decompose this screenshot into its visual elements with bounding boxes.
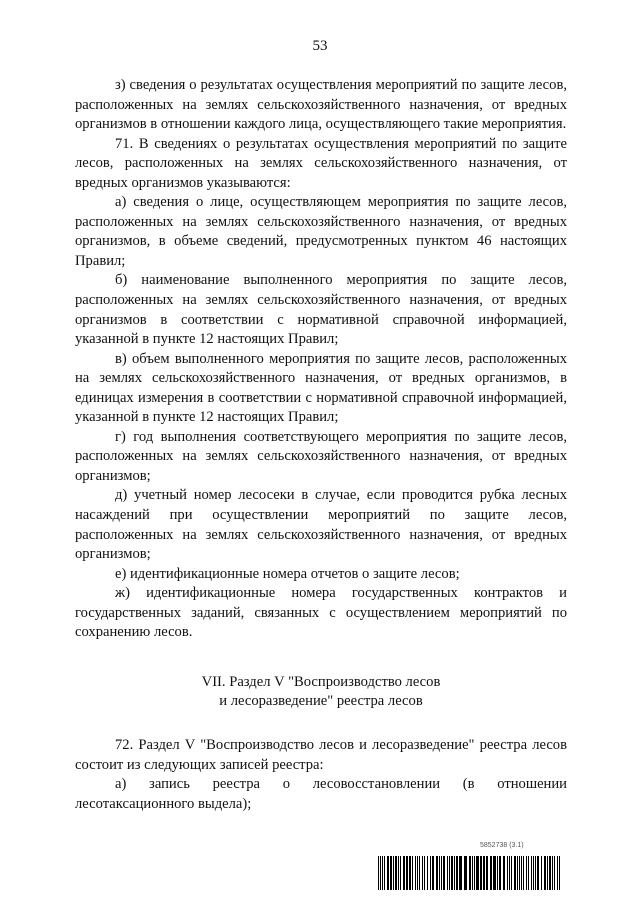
barcode-bar xyxy=(417,856,418,890)
barcode-bar xyxy=(424,856,425,890)
paragraph-z: з) сведения о результатах осуществления мероприятий по защите лесов, расположенных на землях сельскохозяйственного назначения, от вредных организмов в отношении каждого лица, осуществляющего такие мероприятия. xyxy=(75,77,567,133)
barcode-bar xyxy=(449,856,450,890)
barcode-bar xyxy=(441,856,442,890)
barcode-bar xyxy=(528,856,529,890)
section-heading-line-1: VII. Раздел V "Воспроизводство лесов xyxy=(201,673,441,690)
barcode-bar xyxy=(507,856,508,890)
barcode-bar xyxy=(486,856,488,890)
barcode-bar xyxy=(415,856,416,890)
barcode-bar xyxy=(427,856,428,890)
barcode-bar xyxy=(395,856,397,890)
section-heading-line-2: и лесоразведение" реестра лесов xyxy=(219,693,423,710)
barcode-bar xyxy=(511,856,512,890)
barcode-bar xyxy=(535,856,536,890)
paragraph-72: 72. Раздел V "Воспроизводство лесов и лесоразведение" реестра лесов состоит из следующих записей реестра: xyxy=(75,736,567,773)
barcode-bar xyxy=(406,856,408,890)
barcode-code: 5852738 (3.1) xyxy=(480,842,524,849)
barcode-bar xyxy=(443,856,445,890)
barcode-bar xyxy=(503,856,505,890)
paragraph-a: а) сведения о лице, осуществляющем мероприятия по защите лесов, расположенных на землях сельскохозяйственного назначения, от вредных организмов, в объеме сведений, предусмотренных пунктом 46 настоящих Правил; xyxy=(75,194,567,269)
barcode-bar xyxy=(393,856,394,890)
barcode-bar xyxy=(521,856,522,890)
barcode-bar xyxy=(382,856,383,890)
barcode-bar xyxy=(422,856,423,890)
barcode-bar xyxy=(378,856,379,890)
barcode-bar xyxy=(469,856,471,890)
barcode-bar xyxy=(493,856,496,890)
barcode-bar xyxy=(459,856,462,890)
barcode-bar xyxy=(533,856,534,890)
barcode-bar xyxy=(474,856,475,890)
barcode-bar xyxy=(439,856,440,890)
paragraph-71: 71. В сведениях о результатах осуществления мероприятий по защите лесов, расположенных на землях сельскохозяйственного назначения, от вредных организмов указываются: xyxy=(75,135,567,191)
paragraph-72-a: а) запись реестра о лесовосстановлении (в отношении лесотаксационного выдела); xyxy=(75,776,567,812)
barcode-bar xyxy=(509,856,510,890)
barcode-bar xyxy=(517,856,518,890)
barcode-bar xyxy=(531,856,532,890)
barcode-bar xyxy=(519,856,520,890)
barcode-bar xyxy=(456,856,458,890)
barcode-bar xyxy=(390,856,392,890)
paragraph-d: д) учетный номер лесосеки в случае, если проводится рубка лесных насаждений при осуществлении мероприятий по защите лесов, расположенных на землях сельскохозяйственного назначения, от вредных организмов; xyxy=(75,487,567,563)
barcode-bar xyxy=(557,856,558,890)
barcode-bar xyxy=(387,856,389,890)
barcode-bar xyxy=(541,856,542,890)
barcode-bar xyxy=(490,856,492,890)
barcode-bar xyxy=(412,856,413,890)
paragraph-b: б) наименование выполненного мероприятия по защите лесов, расположенных на землях сельскохозяйственного назначения, от вредных организмов в соответствии с нормативной справочной информацией, указанной в пункте 12 настоящих Правил; xyxy=(75,272,567,348)
barcode-bar xyxy=(472,856,473,890)
barcode-bar xyxy=(480,856,482,890)
barcode-bar xyxy=(497,856,498,890)
barcode-bar xyxy=(384,856,385,890)
barcode-bar xyxy=(549,856,551,890)
paragraph-e: е) идентификационные номера отчетов о защите лесов; xyxy=(115,565,460,582)
barcode-bar xyxy=(400,856,401,890)
barcode-bar xyxy=(552,856,553,890)
barcode-bar xyxy=(436,856,438,890)
barcode-bar xyxy=(398,856,399,890)
barcode-bar xyxy=(514,856,516,890)
barcode-bar xyxy=(409,856,411,890)
barcode-graphic xyxy=(376,844,564,892)
barcode-bar xyxy=(447,856,448,890)
paragraph-zh: ж) идентификационные номера государственных контрактов и государственных заданий, связанных с осуществлением мероприятий по сохранению лесов. xyxy=(75,585,567,641)
barcode-bar xyxy=(451,856,453,890)
barcode-bar xyxy=(537,856,539,890)
barcode-bar xyxy=(403,856,405,890)
barcode-bar xyxy=(547,856,548,890)
barcode-bar xyxy=(476,856,479,890)
paragraph-g: г) год выполнения соответствующего мероприятия по защите лесов, расположенных на землях сельскохозяйственного назначения, от вредных организмов; xyxy=(75,428,567,484)
barcode-bar xyxy=(430,856,431,890)
document-body xyxy=(75,76,567,814)
barcode-bar xyxy=(559,856,560,890)
barcode-bar xyxy=(544,856,546,890)
barcode-bar xyxy=(523,856,524,890)
barcode-bar xyxy=(554,856,555,890)
paragraph-v: в) объем выполненного мероприятия по защите лесов, расположенных на землях сельскохозяйственного назначения, от вредных организмов, в единицах измерения в соответствии с нормативной справочной информацией, указанной в пункте 12 настоящих Правил; xyxy=(75,350,567,426)
barcode-bar xyxy=(483,856,485,890)
barcode-bar xyxy=(380,856,381,890)
barcode-bar xyxy=(499,856,501,890)
barcode-bar xyxy=(419,856,420,890)
barcode-bar xyxy=(432,856,434,890)
section-heading xyxy=(75,673,567,712)
barcode-bar xyxy=(454,856,455,890)
page-number: 53 xyxy=(312,38,328,54)
barcode-bar xyxy=(526,856,527,890)
barcode xyxy=(376,844,564,892)
barcode-bar xyxy=(464,856,467,890)
